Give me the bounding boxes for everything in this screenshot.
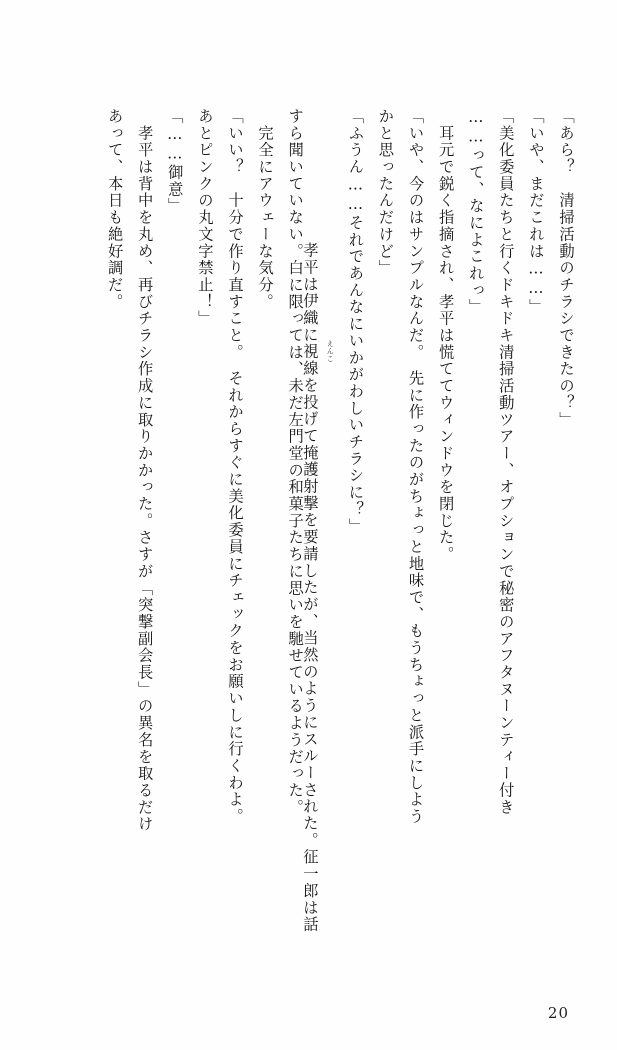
text-column: 完全にアウェーな気分。 <box>256 108 275 311</box>
text-column: 「いい？ 十分で作り直すこと。 それからすぐに美化委員にチェックをお願いしに行くわよ。 <box>225 108 244 825</box>
text-column: すら聞いていない。白に限っては、未だ左門堂の和菓子たちに思いを馳せているようだった。 <box>286 108 305 816</box>
vertical-text-body <box>44 108 573 968</box>
text-column: 「美化委員たちと行くドキドキ清掃活動ツアー、オプションで秘密のアフタヌーンティー付き <box>496 108 515 816</box>
text-column: ……って、なによこれっ」 <box>466 108 485 316</box>
text-column: あって、本日も絶好調だ。 <box>105 108 124 311</box>
text-column: 「……御意」 <box>165 108 184 215</box>
text-column: 「あら？ 清掃活動のチラシできたの？」 <box>557 108 575 429</box>
ruby-reading: えんこ <box>326 340 335 363</box>
page-number: 20 <box>547 1004 569 1022</box>
text-column: 「ふうん……それであんなにいかがわしいチラシに？」 <box>346 108 365 535</box>
text-column: 「いや、今のはサンプルなんだ。 先に作ったのがちょっと地味で、もうちょっと派手にしよう <box>406 108 425 825</box>
text-column: 「いや、まだこれは……」 <box>526 108 545 316</box>
text-column: かと思ったんだけど」 <box>376 108 395 277</box>
text-column: あとピンクの丸文字禁止！」 <box>195 108 214 328</box>
text-column-content: 孝平は伊織に視線を投げて掩護射撃を要請したが、当然のようにスルーされた。征一郎は話 <box>300 225 319 934</box>
text-column <box>300 108 335 968</box>
text-column: 孝平は背中を丸め、再びチラシ作成に取りかかった。さすが「突撃副会長」の異名を取るだけ <box>135 108 154 833</box>
text-column: 耳元で鋭く指摘され、孝平は慌ててウィンドウを閉じた。 <box>436 108 455 563</box>
